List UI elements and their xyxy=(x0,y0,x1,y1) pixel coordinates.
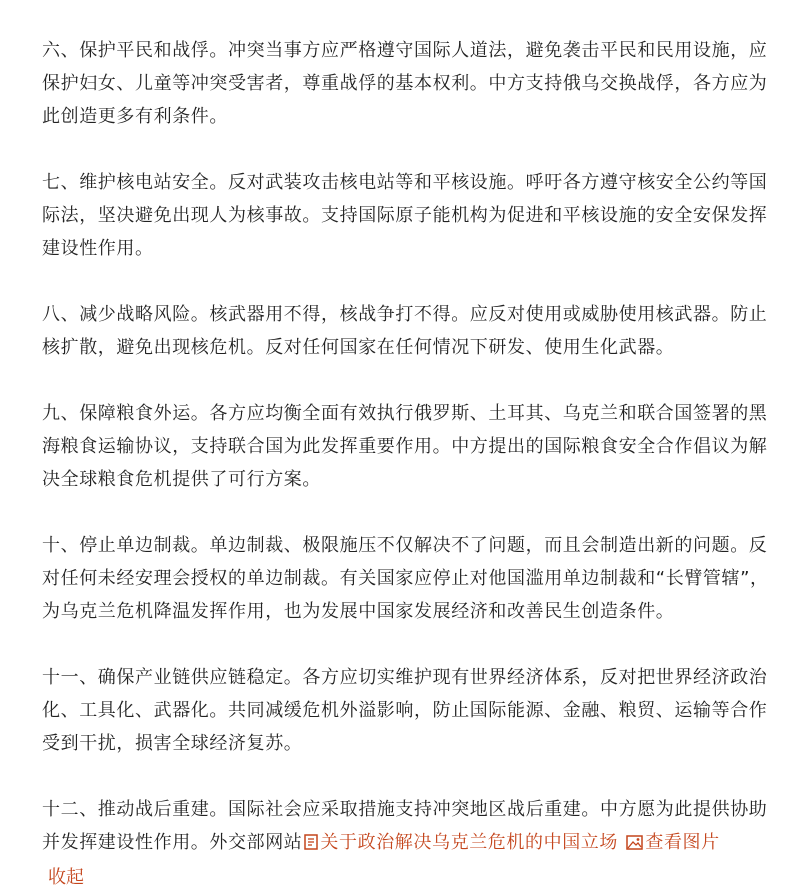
paragraph-12 xyxy=(42,793,770,861)
view-images-label: 查看图片 xyxy=(645,832,720,853)
paragraph-6: 六、保护平民和战俘。冲突当事方应严格遵守国际人道法，避免袭击平民和民用设施，应保护妇女、儿童等冲突受害者，尊重战俘的基本权利。中方支持俄乌交换战俘，各方应为此创造更多有利条件。 xyxy=(42,40,768,127)
paragraph-10: 十、停止单边制裁。单边制裁、极限施压不仅解决不了问题，而且会制造出新的问题。反对任何未经安理会授权的单边制裁。有关国家应停止对他国滥用单边制裁和“长臂管辖”，为乌克兰危机降温发挥作用，也为发展中国家发展经济和改善民生创造条件。 xyxy=(42,535,769,622)
paragraph-7: 七、维护核电站安全。反对武装攻击核电站等和平核设施。呼吁各方遵守核安全公约等国际法，坚决避免出现人为核事故。支持国际原子能机构为促进和平核设施的安全安保发挥建设性作用。 xyxy=(42,172,768,259)
document-icon xyxy=(304,828,318,861)
paragraph-9: 九、保障粮食外运。各方应均衡全面有效执行俄罗斯、土耳其、乌克兰和联合国签署的黑海粮食运输协议，支持联合国为此发挥重要作用。中方提出的国际粮食安全合作倡议为解决全球粮食危机提供了可行方案。 xyxy=(42,403,768,490)
paragraph-11: 十一、确保产业链供应链稳定。各方应切实维护现有世界经济体系，反对把世界经济政治化、工具化、武器化。共同减缓危机外溢影响，防止国际能源、金融、粮贸、运输等合作受到干扰，损害全球经济复苏。 xyxy=(42,667,768,754)
collapse-button[interactable]: 收起 xyxy=(48,867,84,888)
image-icon xyxy=(626,828,643,861)
source-link-label: 关于政治解决乌克兰危机的中国立场 xyxy=(320,832,619,853)
source-link[interactable] xyxy=(302,832,618,853)
view-images-link[interactable] xyxy=(624,832,719,853)
paragraph-12-text: 十二、推动战后重建。国际社会应采取措施支持冲突地区战后重建。中方愿为此提供协助并发挥建设性作用。外交部网站 xyxy=(42,799,768,853)
paragraph-8: 八、减少战略风险。核武器用不得，核战争打不得。应反对使用或威胁使用核武器。防止核扩散，避免出现核危机。反对任何国家在任何情况下研发、使用生化武器。 xyxy=(42,304,768,358)
